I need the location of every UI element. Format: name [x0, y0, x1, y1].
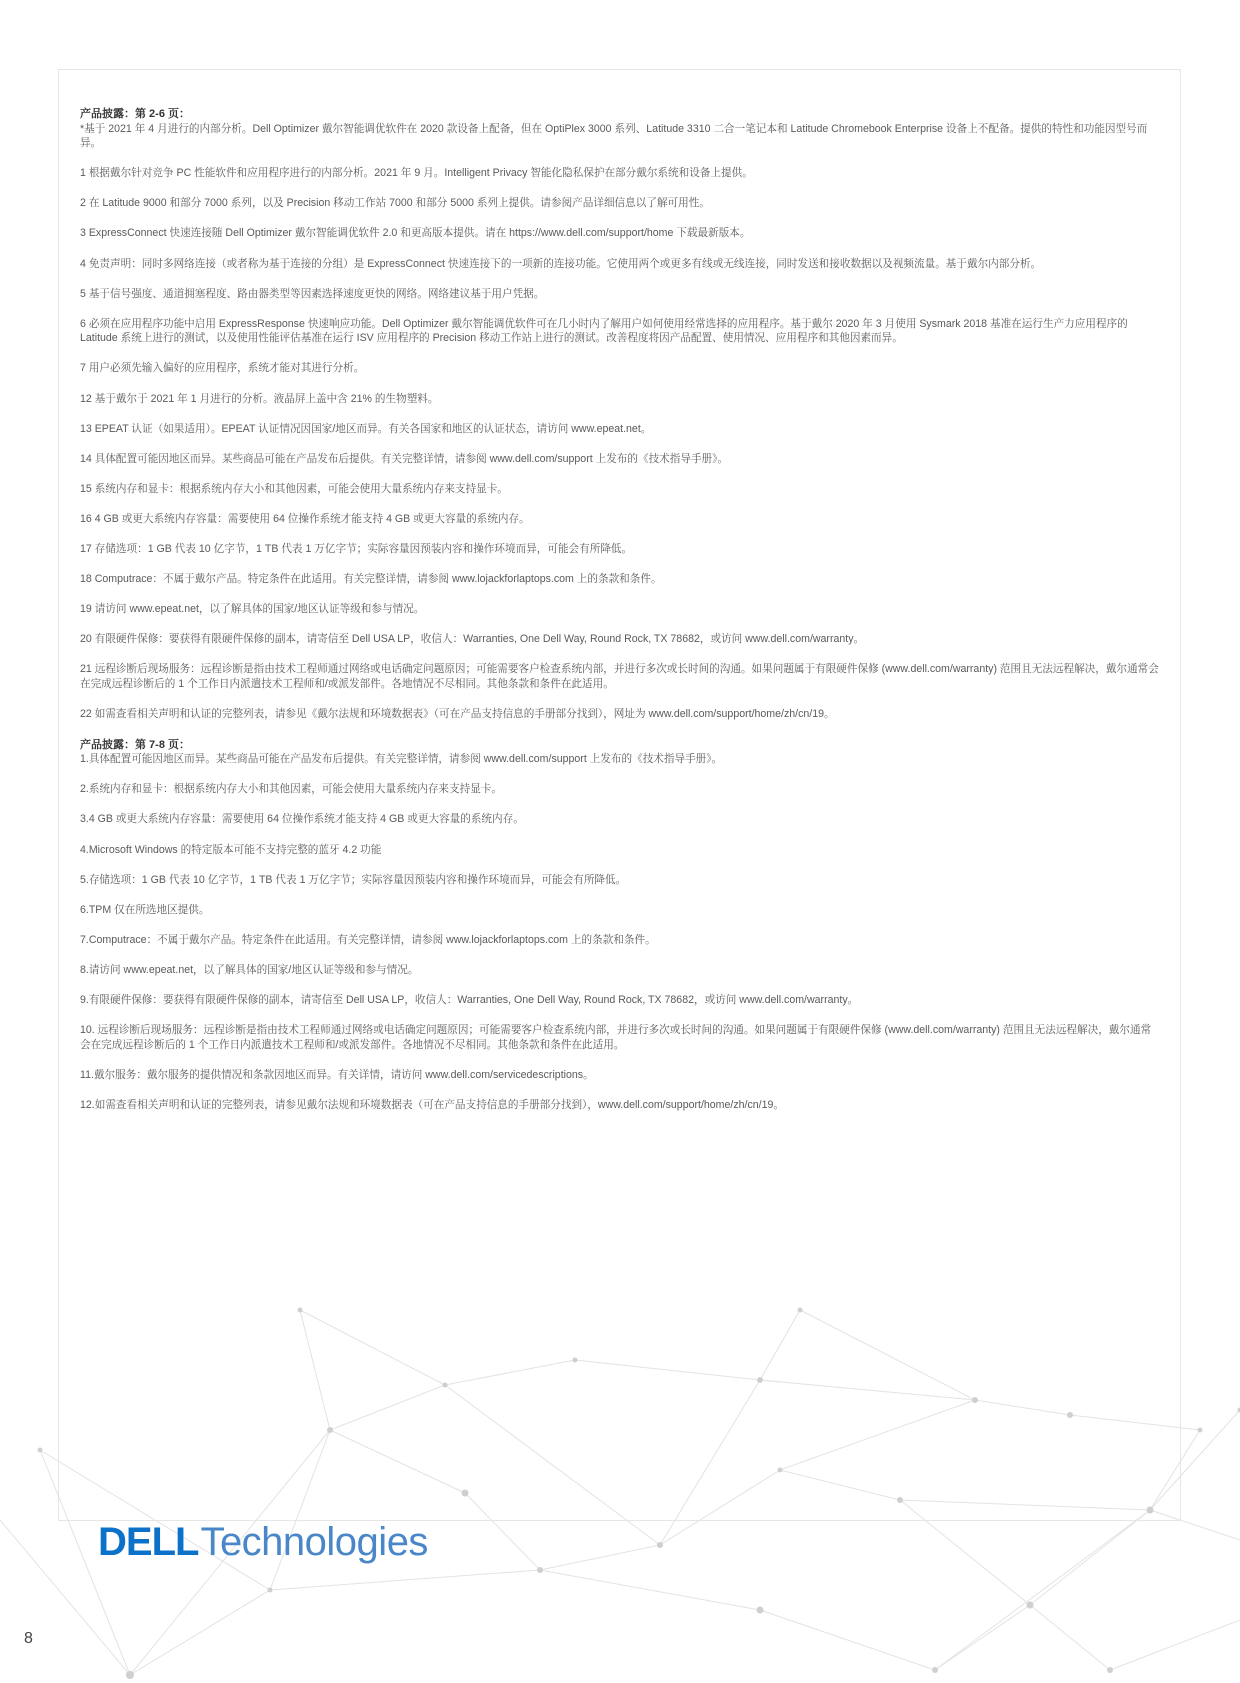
- footnote: 1.具体配置可能因地区而异。某些商品可能在产品发布后提供。有关完整详情，请参阅 www.dell.com/support 上发布的《技术指导手册》。: [80, 753, 723, 766]
- disclosure-content: [80, 107, 1160, 1128]
- footnote: 5.存储选项：1 GB 代表 10 亿字节，1 TB 代表 1 万亿字节；实际容量因预装内容和操作环境而异，可能会有所降低。: [80, 873, 627, 886]
- footnote: 3 ExpressConnect 快速连接随 Dell Optimizer 戴尔智能调优软件 2.0 和更高版本提供。请在 https://www.dell.com/support/home 下载最新版本。: [80, 227, 751, 240]
- footnote: 17 存储选项：1 GB 代表 10 亿字节，1 TB 代表 1 万亿字节；实际容量因预装内容和操作环境而异，可能会有所降低。: [80, 543, 633, 555]
- footnote: 9.有限硬件保修：要获得有限硬件保修的副本，请寄信至 Dell USA LP，收信人：Warranties, One Dell Way, Round Rock, TX 78682，或访问 www.dell.com/warranty。: [80, 994, 859, 1006]
- footnote: 15 系统内存和显卡：根据系统内存大小和其他因素，可能会使用大量系统内存来支持显卡。: [80, 482, 508, 495]
- footnote: 4 免责声明：同时多网络连接（或者称为基于连接的分组）是 ExpressConnect 快速连接下的一项新的连接功能。它使用两个或更多有线或无线连接，同时发送和接收数据以及视频流量。基于戴尔内部分析。: [80, 257, 1042, 270]
- footnote: 4.Microsoft Windows 的特定版本可能不支持完整的蓝牙 4.2 功能: [80, 843, 382, 856]
- disclosure-section-pages-2-6: [80, 107, 1160, 722]
- footnote: 10. 远程诊断后现场服务：远程诊断是指由技术工程师通过网络或电话确定问题原因；可能需要客户检查系统内部，并进行多次或长时间的沟通。如果问题属于有限硬件保修 (www.dell.com/warranty) 范围且无法远程解决，戴尔通常会在完成远程诊断后的 1 个工作日内派遣技术工程师和/或派发部件。各地情况不尽相同。其他条款和条件在此适用。: [80, 1024, 1152, 1051]
- disclosure-section-pages-7-8: [80, 738, 1160, 1113]
- footnote: 2.系统内存和显卡：根据系统内存大小和其他因素，可能会使用大量系统内存来支持显卡。: [80, 783, 502, 796]
- logo-brand: DELL: [98, 1519, 199, 1564]
- footnote: *基于 2021 年 4 月进行的内部分析。Dell Optimizer 戴尔智能调优软件在 2020 款设备上配备，但在 OptiPlex 3000 系列、Latitude 3310 二合一笔记本和 Latitude Chromebook Enterprise 设备上不配备。提供的特性和功能因型号而异。: [80, 122, 1148, 150]
- footnote: 16 4 GB 或更大系统内存容量：需要使用 64 位操作系统才能支持 4 GB 或更大容量的系统内存。: [80, 512, 530, 525]
- footnote: 7.Computrace：不属于戴尔产品。特定条件在此适用。有关完整详情，请参阅 www.lojackforlaptops.com 上的条款和条件。: [80, 933, 656, 946]
- logo-suffix: Technologies: [200, 1519, 428, 1564]
- dell-technologies-logo: [98, 1518, 428, 1566]
- footnote: 12.如需查看相关声明和认证的完整列表，请参见戴尔法规和环境数据表（可在产品支持信息的手册部分找到），www.dell.com/support/home/zh/cn/19。: [80, 1098, 784, 1111]
- footnote: 6 必须在应用程序功能中启用 ExpressResponse 快速响应功能。Dell Optimizer 戴尔智能调优软件可在几小时内了解用户如何使用经常选择的应用程序。基于戴尔 2020 年 3 月使用 Sysmark 2018 基准在运行生产力应用程序的 Latitude 系统上进行的测试，以及使用性能评估基准在运行 ISV 应用程序的 Precision 移动工作站上进行的测试。改善程度将因产品配置、使用情况、应用程序和其他因素而异。: [80, 317, 1128, 345]
- footnote: 18 Computrace：不属于戴尔产品。特定条件在此适用。有关完整详情，请参阅 www.lojackforlaptops.com 上的条款和条件。: [80, 573, 662, 586]
- footnote: 13 EPEAT 认证（如果适用）。EPEAT 认证情况因国家/地区而异。有关各国家和地区的认证状态，请访问 www.epeat.net。: [80, 422, 652, 435]
- footnote: 11.戴尔服务：戴尔服务的提供情况和条款因地区而异。有关详情，请访问 www.dell.com/servicedescriptions。: [80, 1068, 594, 1081]
- network-decoration: [0, 1290, 1240, 1683]
- footnote: 5 基于信号强度、通道拥塞程度、路由器类型等因素选择速度更快的网络。网络建议基于用户凭据。: [80, 287, 545, 300]
- footnote: 21 远程诊断后现场服务：远程诊断是指由技术工程师通过网络或电话确定问题原因；可能需要客户检查系统内部，并进行多次或长时间的沟通。如果问题属于有限硬件保修 (www.dell.com/warranty) 范围且无法远程解决，戴尔通常会在完成远程诊断后的 1 个工作日内派遣技术工程师和/或派发部件。各地情况不尽相同。其他条款和条件在此适用。: [80, 663, 1159, 690]
- footnote: 2 在 Latitude 9000 和部分 7000 系列，以及 Precision 移动工作站 7000 和部分 5000 系列上提供。请参阅产品详细信息以了解可用性。: [80, 197, 710, 210]
- footnote: 6.TPM 仅在所选地区提供。: [80, 903, 210, 916]
- section-title: 产品披露：第 7-8 页：: [80, 738, 191, 751]
- footnote: 19 请访问 www.epeat.net，以了解具体的国家/地区认证等级和参与情况。: [80, 603, 425, 616]
- footnote: 12 基于戴尔于 2021 年 1 月进行的分析。液晶屏上盖中含 21% 的生物塑料。: [80, 392, 439, 405]
- footnote: 1 根据戴尔针对竞争 PC 性能软件和应用程序进行的内部分析。2021 年 9 月。Intelligent Privacy 智能化隐私保护在部分戴尔系统和设备上提供。: [80, 167, 753, 180]
- footnote: 3.4 GB 或更大系统内存容量：需要使用 64 位操作系统才能支持 4 GB 或更大容量的系统内存。: [80, 813, 524, 826]
- footnote: 20 有限硬件保修：要获得有限硬件保修的副本，请寄信至 Dell USA LP，收信人：Warranties, One Dell Way, Round Rock, TX 78682，或访问 www.dell.com/warranty。: [80, 633, 865, 646]
- section-title: 产品披露：第 2-6 页：: [80, 108, 191, 120]
- footnote: 7 用户必须先输入偏好的应用程序，系统才能对其进行分析。: [80, 362, 365, 375]
- footnote: 8.请访问 www.epeat.net，以了解具体的国家/地区认证等级和参与情况。: [80, 963, 419, 976]
- footnote: 22 如需查看相关声明和认证的完整列表，请参见《戴尔法规和环境数据表》（可在产品支持信息的手册部分找到），网址为 www.dell.com/support/home/zh/cn/19。: [80, 708, 835, 721]
- page-number: 8: [24, 1630, 33, 1647]
- footnote: 14 具体配置可能因地区而异。某些商品可能在产品发布后提供。有关完整详情，请参阅 www.dell.com/support 上发布的《技术指导手册》。: [80, 452, 729, 465]
